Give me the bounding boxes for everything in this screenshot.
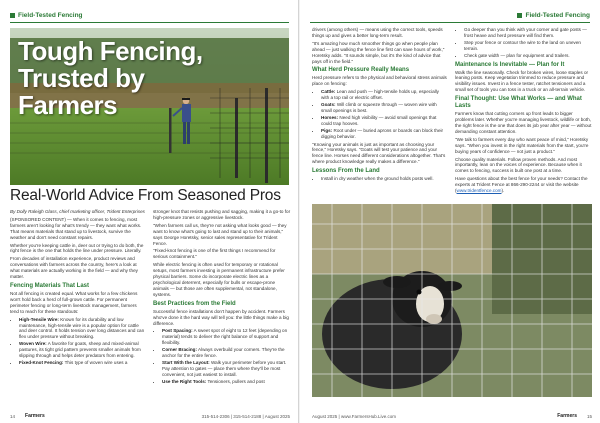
section-lead: Not all fencing is created equal. What works for a few chickens won't hold back a herd of full-grown cattle. For permanent perimeter fencing or long-term livestock management, farmers tend to reach for these standouts: [10, 290, 138, 314]
section-heading: Fencing Materials That Last [10, 282, 90, 289]
list-item: • Use the Right Tools: Tensioners, pullers and post [162, 379, 291, 385]
left-page [0, 0, 299, 423]
list-item: • Pigs: Root under — buried aprons or boards can block their digging behavior. [321, 128, 448, 140]
list-item: • Go deeper than you think with your corner and gate posts — frost heave and herd pressure will find them. [464, 27, 592, 39]
hero-image [10, 28, 289, 185]
intro-paragraph: Whether you're keeping cattle in, deer out or trying to do both, the right fence is the one that holds the line under pressure. Literally. [10, 242, 144, 254]
materials-list [10, 317, 146, 366]
list-item: • Cattle: Lean and push — high-tensile holds up, especially with a top rail or electric offset. [321, 89, 448, 101]
footer-brand: Farmers [25, 413, 45, 419]
body-paragraph: Farmers know that cutting corners up front leads to bigger problems later. Whether you're managing livestock, wildlife or both, the right fence is the one that does its job year after year — without demanding constant attention. [455, 111, 592, 134]
continued-paragraph: drivers (among others) — means using the correct tools, speeds things up and gives a better long-term result. [312, 27, 443, 38]
section-tag-square-icon [517, 13, 522, 18]
section-heading: Final Thought: Use What Works — and What Lasts [455, 96, 582, 110]
quote-paragraph: "Knowing your animals is just as important as choosing your fence," Horetsky says. "Goats will test your patience and your fence line. Horses need different considerations altogether. That's where product knowledge really makes a difference." [312, 141, 446, 165]
footer-contact: 315-514-2306 | 315-514-2188 | August 2025 [201, 413, 290, 419]
list-item: • Install in dry weather when the ground holds posts well. [321, 176, 448, 182]
footer-contact: August 2025 | www.FarmersHub.Live.com [312, 413, 396, 419]
list-item: • Woven Wire: A favorite for goats, sheep and mixed-animal pastures, its tight grid pattern prevents smaller animals from slipping through and helps deter predators from entering. [19, 341, 146, 359]
body-paragraph: While electric fencing is often used for temporary or rotational setups, most farmers investing in permanent infrastructure prefer physical barriers. Some do incorporate electric lines as a psychological deterrent, especially for bulls or escape-prone animals — but those are often supplemental, not standalone, systems. [153, 262, 285, 297]
left-column-2 [153, 209, 291, 387]
herd-pressure-list [312, 89, 448, 139]
quote-paragraph: "We talk to farmers every day who want peace of mind," Horetsky says. "When you invest in the right materials from the start, you're buying years of confidence — not just a product." [455, 136, 589, 154]
body-paragraph: Choose quality materials. Follow proven methods. And most importantly, lean on the voices of experience. Because when it comes to fencing, success is built one post at a time. [455, 156, 582, 174]
page-number: 15 [586, 413, 592, 419]
list-item: • Horses: Need high visibility — avoid small openings that could trap hooves. [321, 115, 448, 127]
right-column-2 [455, 27, 592, 196]
hero-title: Tough Fencing, Trusted by Farmers [18, 36, 203, 120]
intro-paragraph: (SPONSORED CONTENT) — When it comes to fencing, most farmers aren't looking for what's trendy — they want what works. That means materials that stand up to livestock, survive the weather and don't need constant repairs. [10, 216, 142, 240]
list-item: • Post Spacing: A sweet spot of eight to 12 feet (depending on material) tends to deliver the right balance of support and flexibility. [162, 328, 291, 346]
quote-paragraph: "Fixed-knot fencing is one of the first things I recommend for serious containment." [153, 248, 276, 260]
lessons-list [312, 176, 448, 182]
section-rule [10, 22, 289, 23]
website-link[interactable]: www.tridentfence.com [456, 188, 502, 194]
list-item: • High-Tensile Wire: Known for its durability and low maintenance, high-tensile wire is a popular option for cattle and deer control. It holds tension over long distances and can flex under pressure without breaking. [19, 317, 146, 341]
lessons-list-continued [455, 27, 592, 59]
list-item: • Start With the Layout: Walk your perimeter before you start. Pay attention to gates — place them where they'll be most convenient, not just easiest to install. [162, 360, 291, 378]
list-item: • Corner Bracing: Always overbuild your corners. They're the anchor for the entire fence. [162, 347, 291, 359]
right-footer [312, 413, 592, 419]
section-heading: What Herd Pressure Really Means [312, 67, 410, 74]
list-item: • Fixed-Knot Fencing: This type of woven wire uses a [19, 360, 146, 366]
article-headline: Real-World Advice From Seasoned Pros [10, 187, 281, 204]
section-tag: Field-Tested Fencing [517, 12, 590, 19]
section-lead: Successful fence installations don't happen by accident. Farmers who've done it the hard way will tell you: the little things make a big difference. [153, 308, 289, 326]
page-number: 14 [10, 413, 16, 419]
contact-paragraph: Have questions about the best fence for your needs? Contact the experts at Trident Fence at 866-290-2244 or visit the website (www.tridentfence.com). [455, 176, 588, 194]
body-paragraph: Walk the line seasonally. Check for broken wires, loose staples or leaning posts. Keep vegetation trimmed to reduce pressure and visibility issues. Invest in a fence tester, ratchet tensioners and a small set of tools you can toss in a truck or an all-terrain vehicle. [455, 69, 589, 93]
byline: By Dolly Raleigh Glass, chief marketing officer, Trident Enterprises [10, 209, 145, 214]
left-column-1 [10, 209, 146, 368]
right-column-1 [312, 27, 448, 184]
section-heading: Lessons From the Land [312, 168, 380, 175]
section-lead: Herd pressure refers to the physical and behavioral stress animals place on fencing: [312, 75, 447, 87]
best-practices-list [153, 328, 291, 384]
quote-paragraph: "When farmers call us, they're not asking what looks good — they want to know what's going to last and stand up to their animals," says George Horetsky, senior sales representative for Trident Fence. [153, 222, 287, 246]
continued-paragraph: stronger knot that resists pushing and sagging, making it a go-to for high-pressure zones or aggressive livestock. [153, 209, 291, 220]
left-footer [10, 413, 290, 419]
intro-paragraph: From decades of installation experience, product reviews and conversations with farmers across the country, here's a look at what materials are actually working in the field — and why they matter. [10, 256, 138, 280]
section-tag: Field-Tested Fencing [10, 12, 83, 19]
lamb-behind-fence-image [312, 204, 592, 397]
list-item: • Step your fence or contour the wire to the land on uneven terrain. [464, 40, 592, 52]
footer-brand: Farmers [557, 413, 577, 419]
section-heading: Best Practices from the Field [153, 300, 236, 307]
list-item: • Goats: Will climb or squeeze through — woven wire with small openings is best. [321, 102, 448, 114]
lamb-fence-photo [312, 204, 592, 397]
list-item: • Check gate width — plan for equipment and trailers. [464, 53, 592, 59]
section-rule [310, 22, 590, 23]
section-heading: Maintenance Is Inevitable — Plan for It [455, 61, 565, 68]
quote-paragraph: "It's amazing how much smoother things go when people plan ahead — just walking the fence line first can save hours of work," Horetsky adds. "It sounds simple, but it's the kind of advice that pays off in the field." [312, 40, 445, 64]
section-tag-square-icon [10, 13, 15, 18]
